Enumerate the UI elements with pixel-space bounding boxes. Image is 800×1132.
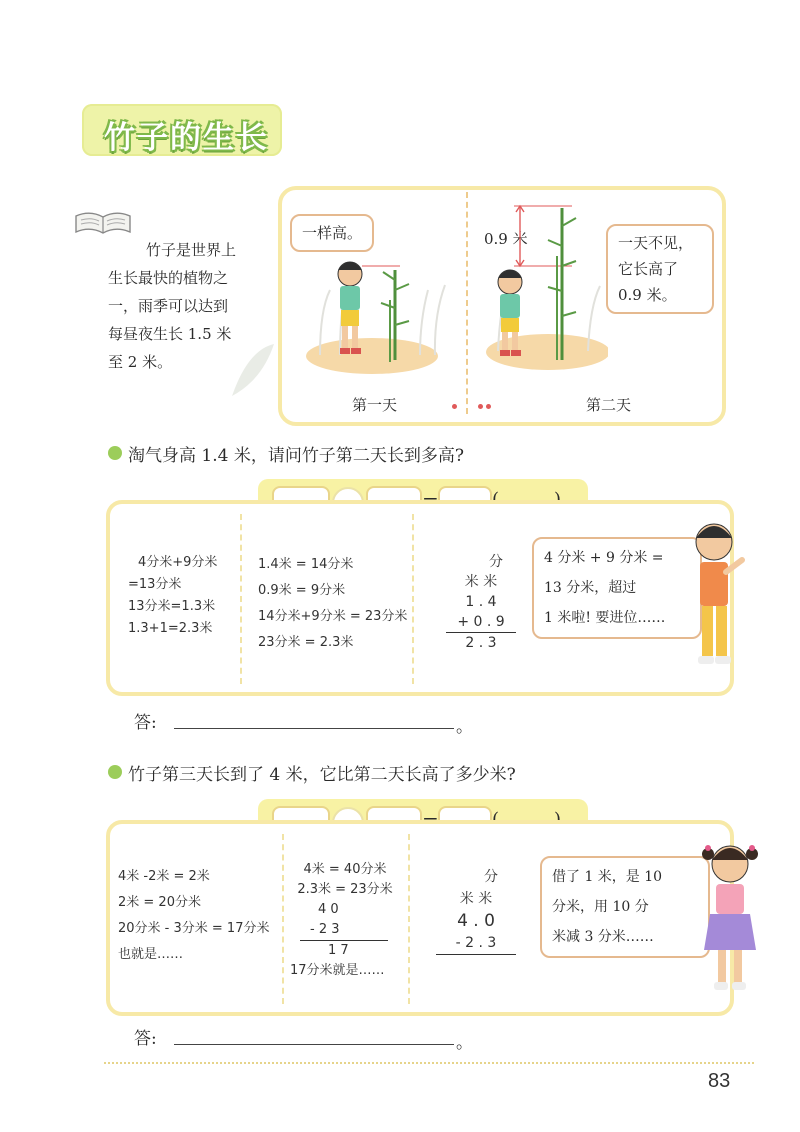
work-line: 23分米 = 2.3米: [258, 635, 354, 650]
solution-method-1: [118, 864, 269, 968]
intro-line: 生长最快的植物之: [108, 269, 229, 287]
work-line: 4分米+9分米: [138, 555, 218, 570]
red-dot: [486, 404, 491, 409]
bubble-line: 分米，用 10 分: [552, 899, 649, 915]
question1-text: 淘气身高 1.4 米，请问竹子第二天长到多高?: [128, 446, 464, 466]
vertical-addition: [446, 552, 516, 653]
answer-period: 。: [456, 1033, 473, 1053]
bubble-line: 它长高了: [618, 260, 679, 278]
panel-divider: [408, 834, 410, 1004]
work-line: 0.9米 = 9分米: [258, 583, 346, 598]
panel-divider: [240, 514, 242, 684]
vertical-row: 1 . 4: [465, 594, 497, 610]
speech-bubble-boy: [532, 537, 702, 639]
unit-label: 分: [489, 554, 503, 570]
work-line: 1.4米 = 14分米: [258, 557, 354, 572]
work-line: 14分米+9分米 = 23分米: [258, 609, 408, 624]
red-dot: [452, 404, 457, 409]
day2-scene-illustration: [478, 196, 608, 386]
vertical-row: + 0 . 9: [457, 614, 505, 630]
bubble-line: 13 分米，超过: [544, 580, 637, 596]
answer-period: 。: [456, 717, 473, 737]
footer-divider: [104, 1062, 754, 1064]
page-number: 83: [708, 1070, 731, 1092]
work-line: 20分米 - 3分米 = 17分米: [118, 921, 270, 936]
work-line: 17分米就是……: [290, 963, 385, 978]
work-line: 也就是……: [118, 947, 184, 962]
bullet-dot: [108, 765, 122, 779]
work-line: 2.3米 = 23分米: [297, 882, 393, 897]
bubble-line: 1 米啦! 要进位……: [544, 610, 666, 626]
intro-line: 竹子是世界上: [146, 241, 237, 259]
panel-divider: [282, 834, 284, 1004]
red-dot: [478, 404, 483, 409]
bubble-line: 米减 3 分米……: [552, 929, 654, 945]
answer-line[interactable]: [174, 728, 454, 729]
vertical-subtraction: [436, 866, 516, 961]
speech-bubble-girl: [540, 856, 710, 958]
work-line: 4 0: [318, 902, 339, 917]
boy-character: [680, 512, 750, 672]
bubble-line: 借了 1 米，是 10: [552, 869, 663, 885]
work-line: 1 7: [300, 940, 388, 961]
panel-divider: [466, 192, 468, 414]
work-line: 13分米=1.3米: [128, 599, 216, 614]
intro-line: 每昼夜生长 1.5 米: [108, 325, 232, 343]
caption-day2: 第二天: [586, 396, 632, 414]
vertical-result: 2 . 3: [446, 632, 516, 653]
bubble-line: 一天不见，: [618, 234, 694, 252]
panel-divider: [412, 514, 414, 684]
speech-bubble-day2: [606, 224, 714, 314]
bubble-line: 4 分米 + 9 分米 =: [544, 550, 664, 566]
work-line: 4米 -2米 = 2米: [118, 869, 210, 884]
caption-day1: 第一天: [352, 396, 398, 414]
question2-text: 竹子第三天长到了 4 米，它比第二天长高了多少米?: [128, 765, 516, 785]
page-title: 竹子的生长: [104, 120, 269, 156]
answer-line[interactable]: [174, 1044, 454, 1045]
girl-character: [694, 832, 770, 998]
solution-method-2: [290, 860, 400, 981]
solution-method-1: [128, 552, 217, 640]
bullet-dot: [108, 446, 122, 460]
height-label: 0.9 米: [484, 230, 528, 248]
intro-line: 至 2 米。: [108, 353, 173, 371]
vertical-row: - 2 . 3: [455, 935, 497, 951]
work-line: 2米 = 20分米: [118, 895, 201, 910]
unit-label: 米 米: [464, 574, 498, 590]
answer-label: 答:: [134, 1029, 157, 1049]
answer-label: 答:: [134, 713, 157, 733]
solution-method-2: [258, 552, 407, 656]
leaf-icon: [228, 340, 278, 400]
book-icon: [72, 208, 134, 238]
work-line: 4米 = 40分米: [303, 862, 387, 877]
work-line: 1.3+1=2.3米: [128, 621, 213, 636]
vertical-result-line: [436, 954, 516, 961]
speech-bubble-day1: 一样高。: [290, 214, 374, 252]
vertical-row: 4 . 0: [457, 911, 495, 931]
bubble-line: 0.9 米。: [618, 286, 677, 304]
day1-scene-illustration: [300, 230, 460, 390]
work-line: - 2 3: [310, 922, 340, 937]
intro-line: 一，雨季可以达到: [108, 297, 229, 315]
unit-label: 米 米: [459, 891, 493, 907]
work-line: =13分米: [128, 577, 182, 592]
unit-label: 分: [484, 869, 498, 885]
